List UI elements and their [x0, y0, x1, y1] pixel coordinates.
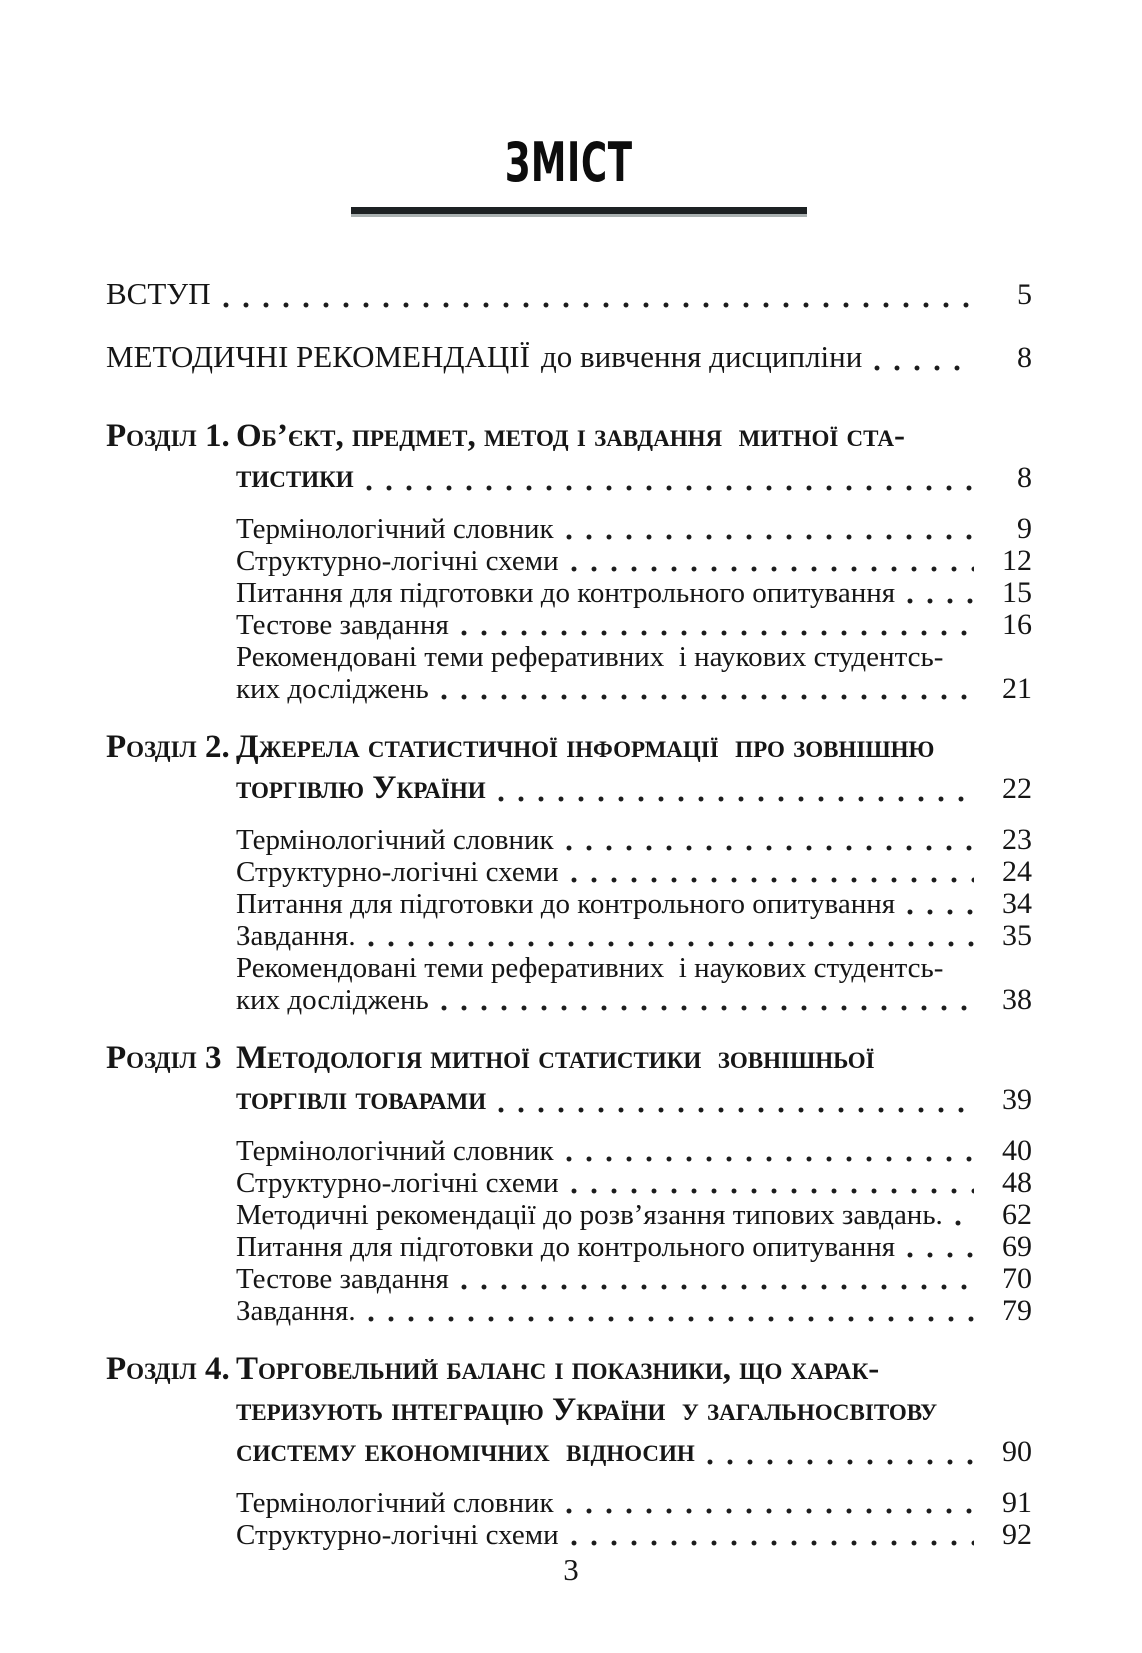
dot-leader — [368, 941, 974, 947]
page-ref: 70 — [1002, 1262, 1032, 1295]
item-text: Тестове завдання — [236, 609, 449, 641]
toc-chapter-3 — [106, 1038, 1032, 1327]
page-ref: 62 — [1002, 1198, 1032, 1231]
page-header — [106, 131, 1032, 214]
chapter-heading-line — [106, 416, 1032, 457]
toc-item — [236, 545, 1032, 577]
toc-item — [236, 920, 1032, 952]
toc-chapter-2 — [106, 727, 1032, 1016]
item-line — [236, 984, 1032, 1016]
footer-page-number: 3 — [563, 1552, 579, 1587]
toc-item — [236, 641, 1032, 705]
item-line — [236, 673, 1032, 705]
dot-leader — [461, 1284, 974, 1290]
item-text: Термінологічний словник — [236, 513, 554, 545]
page-title: ЗМІСТ — [505, 131, 633, 194]
chapter-items — [236, 824, 1032, 1016]
toc-item — [236, 1519, 1032, 1551]
dot-leader — [441, 1005, 974, 1011]
dot-leader — [498, 1107, 974, 1113]
page-ref: 9 — [1017, 512, 1032, 545]
toc-chapter-4 — [106, 1349, 1032, 1551]
dot-leader — [566, 845, 974, 851]
dot-leader — [955, 1220, 974, 1226]
page-ref: 39 — [1002, 1083, 1032, 1116]
page-ref: 92 — [1002, 1518, 1032, 1551]
page-ref: 91 — [1002, 1486, 1032, 1519]
item-text: Структурно-логічні схеми — [236, 545, 559, 577]
item-text: Тестове завдання — [236, 1263, 449, 1295]
item-text-continuation: ких досліджень — [236, 984, 429, 1016]
chapter-title-line: Об’єкт, предмет, метод і завдання митної ста- — [236, 418, 905, 454]
page-ref: 34 — [1002, 887, 1032, 920]
toc-item — [236, 1135, 1032, 1167]
item-text: Структурно-логічні схеми — [236, 856, 559, 888]
item-text: Структурно-логічні схеми — [236, 1167, 559, 1199]
dot-leader — [707, 1459, 974, 1465]
toc-item — [236, 609, 1032, 641]
dot-leader — [571, 1540, 974, 1546]
dot-leader — [566, 1508, 974, 1514]
item-text: Завдання. — [236, 920, 356, 952]
dot-leader — [441, 694, 974, 700]
item-text: Рекомендовані теми реферативних і наукових студентсь- — [236, 641, 944, 673]
toc-item — [236, 1263, 1032, 1295]
toc-item — [236, 1199, 1032, 1231]
dot-leader — [571, 566, 974, 572]
page-ref: 90 — [1002, 1435, 1032, 1468]
page-ref: 48 — [1002, 1166, 1032, 1199]
dot-leader — [566, 534, 974, 540]
chapter-heading-line — [236, 768, 1032, 809]
page-ref: 35 — [1002, 919, 1032, 952]
toc-entry-metodychni-rekomendatsii — [106, 339, 1032, 376]
toc-item — [236, 1487, 1032, 1519]
dot-leader — [498, 796, 974, 802]
item-text: Термінологічний словник — [236, 1135, 554, 1167]
chapter-items — [236, 1135, 1032, 1327]
page-ref: 24 — [1002, 855, 1032, 888]
toc-item — [236, 856, 1032, 888]
toc-item — [236, 1167, 1032, 1199]
entry-text-rest: до вивчення дисципліни — [540, 339, 863, 374]
page-ref: 12 — [1002, 544, 1032, 577]
dot-leader — [907, 1252, 974, 1258]
page-ref: 40 — [1002, 1134, 1032, 1167]
chapter-label: Розділ 2. — [106, 729, 230, 765]
toc-item — [236, 1295, 1032, 1327]
toc-item — [236, 888, 1032, 920]
chapter-heading-line — [106, 1038, 1032, 1079]
title-underline — [351, 207, 807, 214]
chapter-title-line: торгівлі товарами — [236, 1081, 487, 1117]
dot-leader — [566, 1156, 974, 1162]
page-ref: 16 — [1002, 608, 1032, 641]
chapter-label: Розділ 1. — [106, 418, 230, 454]
chapter-heading-line — [236, 1390, 1032, 1431]
item-line — [236, 952, 1032, 984]
toc-item — [236, 824, 1032, 856]
dot-leader — [223, 302, 974, 308]
dot-leader — [907, 909, 974, 915]
toc-item — [236, 1231, 1032, 1263]
entry-text: ВСТУП — [106, 276, 211, 311]
page-ref: 21 — [1002, 672, 1032, 705]
chapter-title-line: Методологія митної статистики зовнішньої — [236, 1040, 875, 1076]
item-text: Структурно-логічні схеми — [236, 1519, 559, 1551]
chapter-label: Розділ 3 — [106, 1040, 222, 1076]
item-text: Питання для підготовки до контрольного опитування — [236, 1231, 896, 1263]
chapter-title-line: систему економічних відносин — [236, 1433, 695, 1469]
dot-leader — [907, 598, 974, 604]
item-text: Завдання. — [236, 1295, 356, 1327]
dot-leader — [461, 630, 974, 636]
dot-leader — [366, 485, 974, 491]
page-ref: 23 — [1002, 823, 1032, 856]
chapter-title-line: Торговельний баланс і показники, що харак- — [236, 1351, 880, 1387]
page-ref: 38 — [1002, 983, 1032, 1016]
item-text: Питання для підготовки до контрольного опитування — [236, 577, 896, 609]
toc-list — [106, 276, 1032, 1551]
dot-leader — [368, 1316, 974, 1322]
page-ref: 8 — [1017, 341, 1032, 374]
chapter-title-line: тистики — [236, 459, 354, 495]
chapter-title-line: теризують інтеграцію України у загальносвітову — [236, 1392, 938, 1428]
item-text: Рекомендовані теми реферативних і наукових студентсь- — [236, 952, 944, 984]
dot-leader — [874, 365, 974, 371]
page-ref: 15 — [1002, 576, 1032, 609]
chapter-heading-line — [236, 1431, 1032, 1472]
toc-item — [236, 577, 1032, 609]
dot-leader — [571, 877, 974, 883]
toc-item — [236, 952, 1032, 1016]
item-text: Термінологічний словник — [236, 824, 554, 856]
item-text: Методичні рекомендації до розв’язання типових завдань. — [236, 1199, 943, 1231]
item-text: Термінологічний словник — [236, 1487, 554, 1519]
toc-entry-vstup — [106, 276, 1032, 313]
page-ref: 5 — [1017, 278, 1032, 311]
chapter-heading-line — [236, 457, 1032, 498]
chapter-items — [236, 513, 1032, 705]
page-ref: 79 — [1002, 1294, 1032, 1327]
chapter-heading-line — [236, 1079, 1032, 1120]
chapter-title-line: Джерела статистичної інформації про зовнішню — [236, 729, 935, 765]
page-ref: 22 — [1002, 772, 1032, 805]
page-ref: 8 — [1017, 461, 1032, 494]
toc-item — [236, 513, 1032, 545]
chapter-heading-line — [106, 727, 1032, 768]
chapter-items — [236, 1487, 1032, 1551]
item-line — [236, 641, 1032, 673]
item-text: Питання для підготовки до контрольного опитування — [236, 888, 896, 920]
dot-leader — [571, 1188, 974, 1194]
chapter-heading-line — [106, 1349, 1032, 1390]
item-text-continuation: ких досліджень — [236, 673, 429, 705]
chapter-label: Розділ 4. — [106, 1351, 230, 1387]
chapter-title-line: торгівлю України — [236, 770, 486, 806]
page-ref: 69 — [1002, 1230, 1032, 1263]
toc-chapter-1 — [106, 416, 1032, 705]
entry-text-caps: МЕТОДИЧНІ РЕКОМЕНДАЦІЇ — [106, 339, 530, 374]
